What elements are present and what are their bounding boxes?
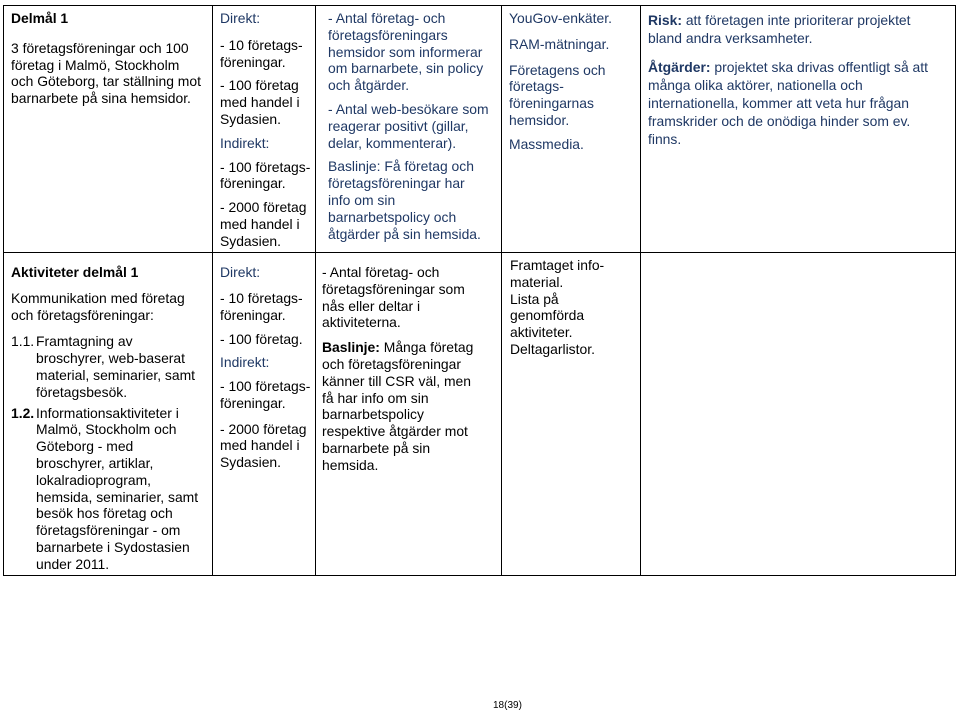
page-number: 18(39) bbox=[493, 700, 522, 711]
risk-text: att företagen inte prioriterar projektet bland andra verksamheter. bbox=[648, 12, 911, 46]
direct-item: - 100 företag med handel i Sydasien. bbox=[220, 77, 300, 127]
baseline-label: Baslinje: bbox=[322, 339, 380, 356]
baseline bbox=[322, 339, 501, 473]
direct-item: - 10 företags- föreningar. bbox=[220, 36, 303, 70]
verification-sources-cell bbox=[502, 6, 641, 253]
indirect-item: - 2000 företag med handel i Sydasien. bbox=[220, 420, 307, 471]
indicator-item: - Antal företag- och företagsföreningar som nås eller deltar i aktiviteterna. bbox=[322, 264, 465, 331]
indirect-label: Indirekt: bbox=[220, 354, 270, 371]
goal-title: Delmål 1 bbox=[11, 10, 69, 26]
indicator-item: - Antal företag- och företagsföreningars hemsidor som informerar om barnarbete, sin policy och åtgärder. bbox=[328, 10, 484, 94]
activity-text: Framtagning av broschyrer, web-baserat material, seminarier, samt företagsbesök. bbox=[36, 333, 196, 400]
activity-number: 1.1. bbox=[11, 333, 35, 350]
direct-label: Direkt: bbox=[220, 10, 261, 26]
verification-sources-cell bbox=[502, 253, 641, 576]
source-item: RAM-mätningar. bbox=[509, 35, 610, 52]
risk-label: Risk: bbox=[648, 12, 682, 28]
goal-text: 3 företagsföreningar och 100 företag i Malmö, Stockholm och Göteborg, tar ställning mot barnarbete på sina hemsidor. bbox=[11, 39, 201, 107]
indicator-item: - Antal web-besökare som reagerar positivt (gillar, delar, kommenterar). bbox=[328, 100, 489, 151]
activity-text: Informationsaktiviteter i Malmö, Stockholm och Göteborg - med broschyrer, artiklar, lokalradioprogram, hemsida, seminarier, samt besök hos företag och företagsföreningar - om barnarbete i Sydostasien under 2011. bbox=[36, 404, 199, 572]
measures-text: projektet ska drivas offentligt så att många olika aktörer, nationella och internationella, kommer att veta hur frågan framskrider och de onödiga hinder som ev. finns. bbox=[648, 59, 928, 147]
baseline-text: Få företag och företagsföreningar har info om sin barnarbetspolicy och åtgärder på sin hemsida. bbox=[328, 158, 481, 242]
direct-label: Direkt: bbox=[220, 264, 261, 280]
source-item: Företagens och företags- föreningarnas hemsidor. bbox=[509, 61, 606, 128]
indirect-label: Indirekt: bbox=[220, 134, 270, 151]
direct-item: - 10 företags- föreningar. bbox=[220, 289, 303, 323]
activity-item bbox=[11, 333, 210, 400]
source-item: Massmedia. bbox=[509, 135, 584, 152]
risks-cell-empty bbox=[641, 253, 956, 576]
target-groups-cell bbox=[213, 253, 316, 576]
measures-paragraph bbox=[648, 58, 955, 148]
activities-title: Aktiviteter delmål 1 bbox=[11, 264, 139, 280]
baseline-text: Många företag och företagsföreningar känner till CSR väl, men få har info om sin barnarbetspolicy respektive åtgärder mot barnarbete på sin hemsida. bbox=[322, 339, 474, 473]
activities-intro: Kommunikation med företag och företagsföreningar: bbox=[11, 289, 185, 323]
goal-table bbox=[3, 5, 956, 576]
source-item: YouGov-enkäter. bbox=[509, 10, 612, 26]
indicators-cell bbox=[316, 6, 502, 253]
indirect-item: - 2000 företag med handel i Sydasien. bbox=[220, 199, 307, 249]
indicators-cell bbox=[316, 253, 502, 576]
activities-cell bbox=[4, 253, 213, 576]
source-item: Framtaget info- material. bbox=[510, 257, 605, 290]
activity-item bbox=[11, 405, 210, 573]
goal-cell bbox=[4, 6, 213, 253]
direct-item: - 100 företag. bbox=[220, 331, 303, 348]
indirect-item: - 100 företags- föreningar. bbox=[220, 158, 311, 192]
baseline bbox=[328, 158, 501, 242]
source-item: Deltagarlistor. bbox=[510, 340, 595, 357]
target-groups-cell bbox=[213, 6, 316, 253]
activity-number: 1.2. bbox=[11, 404, 35, 421]
baseline-label: Baslinje: bbox=[328, 158, 381, 175]
source-item: Lista på genomförda aktiviteter. bbox=[510, 290, 585, 341]
indirect-item: - 100 företags- föreningar. bbox=[220, 377, 311, 411]
risk-paragraph bbox=[648, 11, 955, 47]
measures-label: Åtgärder: bbox=[648, 59, 711, 75]
risks-cell bbox=[641, 6, 956, 253]
